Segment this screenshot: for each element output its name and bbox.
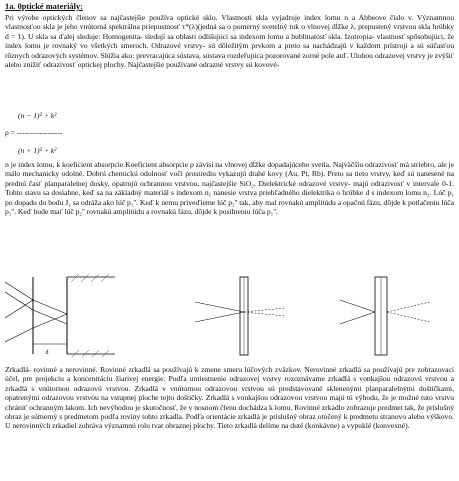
parallel-plates-diagram — [185, 272, 315, 357]
formula-rho-line: ρ = ------------------ — [5, 128, 63, 137]
formula-numerator: (n − 1)² + k² — [18, 111, 57, 120]
formula-denominator: (n + 1)² + k² — [18, 146, 57, 155]
section-title: 1a. 0ptické materiály: — [5, 2, 83, 11]
paragraph-mirrors: Zrkadlá- rovinné a nerovinné. Rovinné zrkadlá sa používajú k zmene smeru lúčových zväzkov. Nerovinné zrkadlá sa používajú pre zobrazovací účel, pre projekciu a koncentráciu žiarivej energie. Podľa umiestnenie odrazovej vrstvy rozoznávame zrkadlá s vonkajšou odrazovú vrstvou a zrkadlá s vnútornou odrazovú vrstvou. Zrkadlá v vnútornou odrazovou vrstvou sú predstavované sklenenými planparalelnými doštičkami, opatrenými odrazovou vrstvou na vstupnej ploche tejto doštičky. Zrkadlá s vonkajšou odrazovou vrstvou majú tú výhodu, že je možné tuto vrstvu chrániť ochranným lakom. Ich nevýhodou je skutočnosť, že v nosnom členu dochádza k lomu. Rovinné zrkadlo zobrazuje predmet tak, že príslušný obraz je súmerný s predmetom podľa roviny tohto zrkadla. Podľa orientácie zrkadlá je príslušný obraz otočený k predmetu stranovo alebo výškovo. U nerovinných zrkadiel zohráva významnú rolu tvar obraznej plochy. Tieto zrkadlá delíme na duté (konkávne) a vypuklé (konvexné). — [5, 365, 454, 431]
thin-film-diagram — [5, 272, 180, 357]
paragraph-intro: Pri výrobe optických členov sa najčastejšie používa optické sklo. Vlastnosti skla vyjadruje index lomu n a Abbeove číslo v. Významnou vlastnosťou skla je jeho vnútorná spektrálna priepustnosť τ*(λ)(jedná sa o pomerný svetelný tok o vlnovej dĺžke λ, prepustený vrstvou skla hrúbky d = 1). U skla sa ďalej sleduje: Homogenita- sledují sa oblasti odlišujúci sa indexom lomu a bublinatosť skla. Izotropia- vlastnosť spôsobujúci, že index lomu je rovnaký vo všetkých smeroch. Odrazové vrstvy- sú dôležitým prvkom a preto sa nachádzajú v každom prístroji a sú súčasťou rôznych odrazových systémov. Slúžia ako: prevracajúca sústava, sústava rozdeľujúca pozorované zorné pole atď. Ulohou odrazovej vrstvy je zvýšiť alebo znížiť odrazivosť optickej plochy. Najčastejšie používané odrazné vrstvy sú kovové- — [5, 13, 454, 70]
mirror-plate-diagram — [335, 272, 455, 357]
paragraph-reflective-layers: n je index lomu, k koeficient absorpcie.Koeficient absorpcie ρ závisí na vlnovej dĺžke dopadajúceho svetla. Najväčšiu odrazivosť má striebro, ale je málo mechanicky odolné. Dobrú chemickú odolnosť voči prostrediu vykazujú drahé kovy (Au, Pt, Rb). Preto sa tieto vrstvy, keď sú nanesené na prednú časť planparalelnej dosky, opatrujú ochrannou vrstvou, najčastejšie SiO₂. Dielektrické odrazové vrstvy- majú odrazivosť v intervale 0-1. Tohto stavu sa dosiahne, keď sa na základný materiál s indexom n₁ nanesie vrstva priehľadného dielektrika o hrúbke d s indexom lomu n₂. Lúč p₁ po dopadu do bodu J₁ sa odráža ako lúč p₁''. Keď k nemu priveďieme lúč p₂'' tak, aby mal rovnakú amplitúdu a opačnú fázu, dôjde k potlačeniu lúča p₁''. Keď bude mať lúč p₂'' rovnakú amplitúdu a rovnakú fázu, dôjde k posilneniu lúča p₁''. — [5, 160, 454, 217]
thickness-label: d — [45, 350, 49, 356]
